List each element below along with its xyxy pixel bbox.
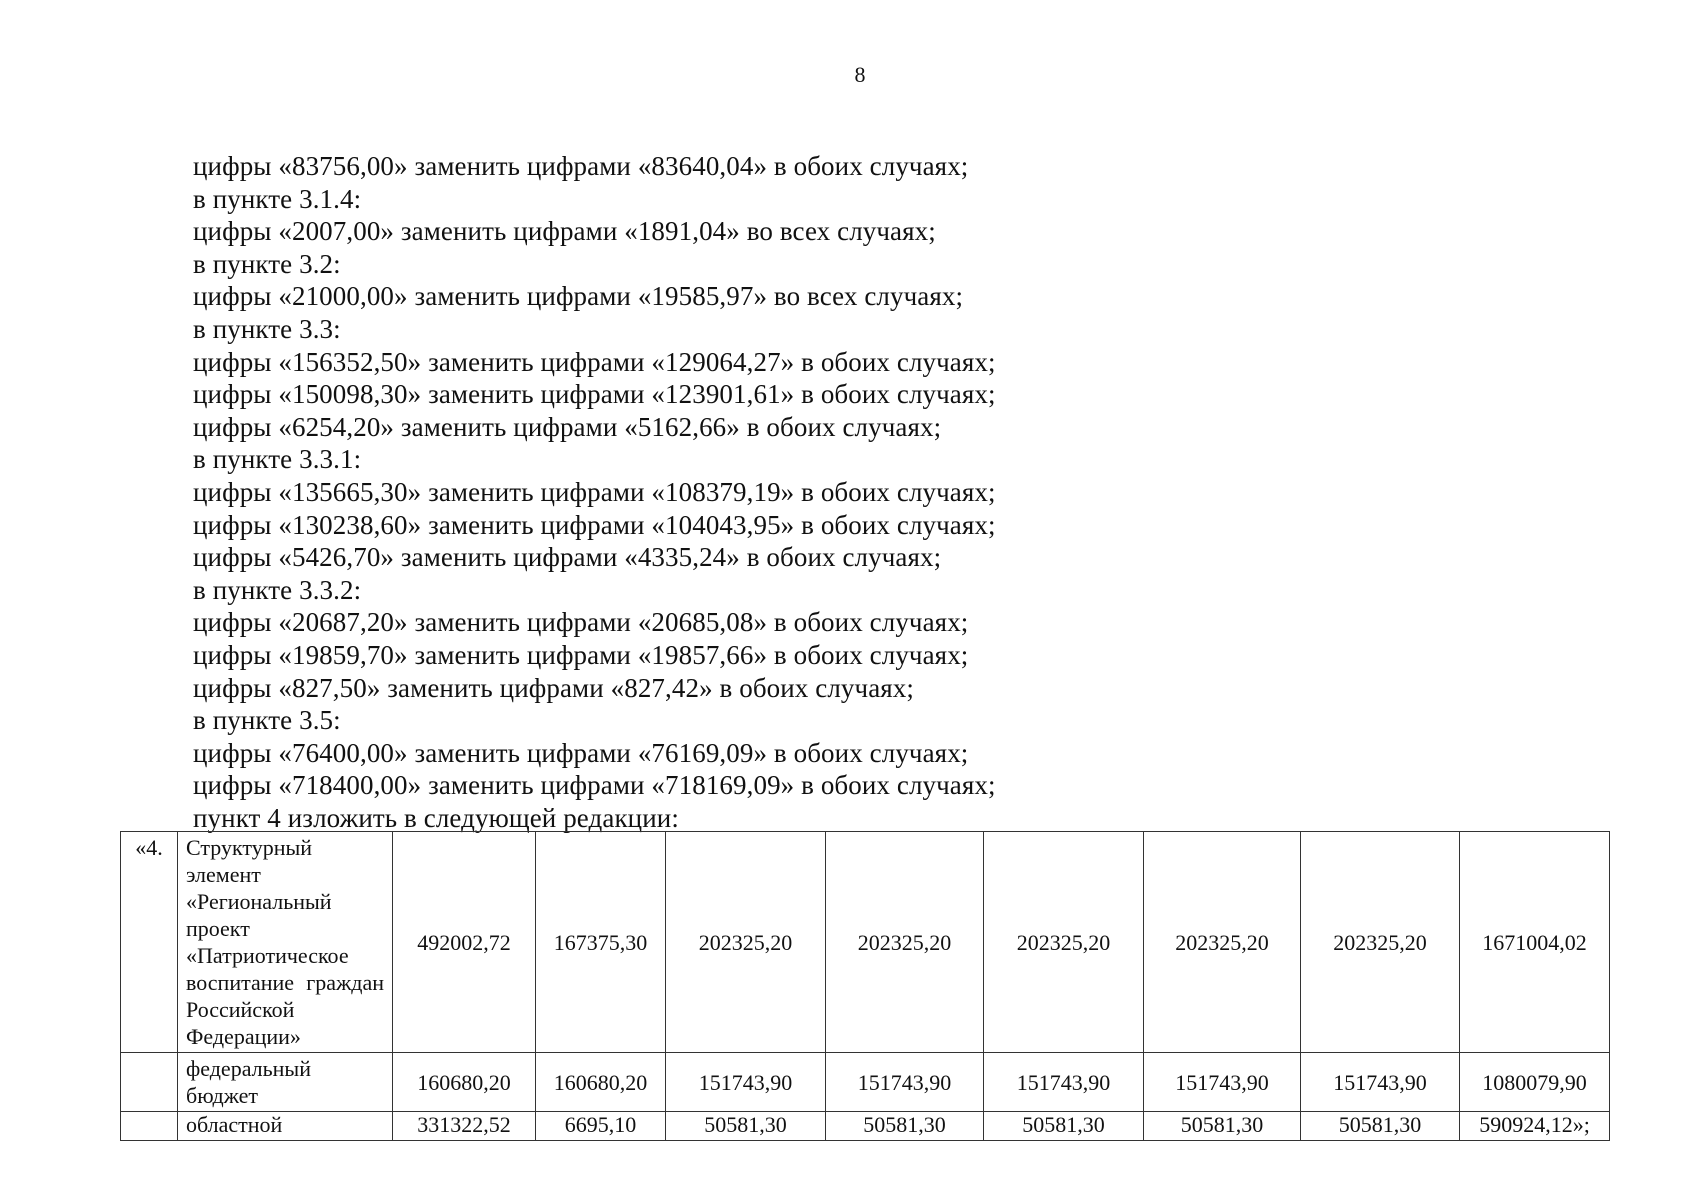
text-line: цифры «5426,70» заменить цифрами «4335,24» в обоих случаях; bbox=[193, 542, 942, 573]
table-row bbox=[121, 1053, 1610, 1112]
text-line: цифры «20687,20» заменить цифрами «20685,08» в обоих случаях; bbox=[193, 607, 969, 638]
text-line: цифры «76400,00» заменить цифрами «76169,09» в обоих случаях; bbox=[193, 737, 969, 768]
value-cell: 590924,12»; bbox=[1460, 1112, 1610, 1141]
value-cell: 160680,20 bbox=[393, 1053, 536, 1112]
text-line: цифры «130238,60» заменить цифрами «104043,95» в обоих случаях; bbox=[193, 509, 996, 540]
funding-table bbox=[120, 831, 1610, 1141]
text-line: цифры «6254,20» заменить цифрами «5162,66» в обоих случаях; bbox=[193, 411, 942, 442]
value-cell: 151743,90 bbox=[1301, 1053, 1460, 1112]
text-line: в пункте 3.5: bbox=[193, 705, 341, 736]
value-cell: 151743,90 bbox=[826, 1053, 984, 1112]
value-cell: 151743,90 bbox=[1144, 1053, 1301, 1112]
row-name: федеральный бюджет bbox=[178, 1053, 393, 1112]
text-line: цифры «827,50» заменить цифрами «827,42» в обоих случаях; bbox=[193, 672, 915, 703]
text-line: цифры «83756,00» заменить цифрами «83640,04» в обоих случаях; bbox=[193, 151, 969, 181]
text-line: в пункте 3.1.4: bbox=[193, 183, 362, 214]
row-number: «4. bbox=[121, 832, 178, 1053]
text-line: в пункте 3.3.1: bbox=[193, 444, 362, 475]
value-cell: 202325,20 bbox=[1301, 832, 1460, 1053]
row-name: Структурный элемент «Региональный проект «Патриотическое воспитание граждан Российской Федерации» bbox=[178, 832, 393, 1053]
page-number: 8 bbox=[854, 62, 866, 87]
value-cell: 202325,20 bbox=[666, 832, 826, 1053]
value-cell: 50581,30 bbox=[1144, 1112, 1301, 1141]
text-line: цифры «135665,30» заменить цифрами «108379,19» в обоих случаях; bbox=[193, 476, 996, 507]
value-cell: 151743,90 bbox=[666, 1053, 826, 1112]
text-line: цифры «2007,00» заменить цифрами «1891,04» во всех случаях; bbox=[193, 216, 936, 247]
text-line: цифры «718400,00» заменить цифрами «718169,09» в обоих случаях; bbox=[193, 770, 996, 801]
text-line: цифры «21000,00» заменить цифрами «19585,97» во всех случаях; bbox=[193, 281, 964, 312]
value-cell: 50581,30 bbox=[984, 1112, 1144, 1141]
value-cell: 50581,30 bbox=[1301, 1112, 1460, 1141]
value-cell: 202325,20 bbox=[826, 832, 984, 1053]
text-line: пункт 4 изложить в следующей редакции: bbox=[193, 802, 679, 833]
value-cell: 50581,30 bbox=[666, 1112, 826, 1141]
text-line: цифры «19859,70» заменить цифрами «19857,66» в обоих случаях; bbox=[193, 639, 969, 670]
row-name: областной bbox=[178, 1112, 393, 1141]
value-cell: 1080079,90 bbox=[1460, 1053, 1610, 1112]
value-cell: 202325,20 bbox=[984, 832, 1144, 1053]
amendment-lines bbox=[193, 150, 996, 834]
value-cell: 160680,20 bbox=[536, 1053, 666, 1112]
value-cell: 6695,10 bbox=[536, 1112, 666, 1141]
text-line: в пункте 3.3.2: bbox=[193, 574, 362, 605]
value-cell: 331322,52 bbox=[393, 1112, 536, 1141]
value-cell: 202325,20 bbox=[1144, 832, 1301, 1053]
table-row bbox=[121, 1112, 1610, 1141]
table-row bbox=[121, 832, 1610, 1053]
value-cell: 50581,30 bbox=[826, 1112, 984, 1141]
value-cell: 151743,90 bbox=[984, 1053, 1144, 1112]
value-cell: 167375,30 bbox=[536, 832, 666, 1053]
text-line: в пункте 3.2: bbox=[193, 248, 341, 279]
row-number bbox=[121, 1112, 178, 1141]
value-cell: 492002,72 bbox=[393, 832, 536, 1053]
row-number bbox=[121, 1053, 178, 1112]
text-line: цифры «150098,30» заменить цифрами «123901,61» в обоих случаях; bbox=[193, 379, 996, 410]
text-line: цифры «156352,50» заменить цифрами «129064,27» в обоих случаях; bbox=[193, 346, 996, 377]
text-line: в пункте 3.3: bbox=[193, 313, 341, 344]
value-cell: 1671004,02 bbox=[1460, 832, 1610, 1053]
